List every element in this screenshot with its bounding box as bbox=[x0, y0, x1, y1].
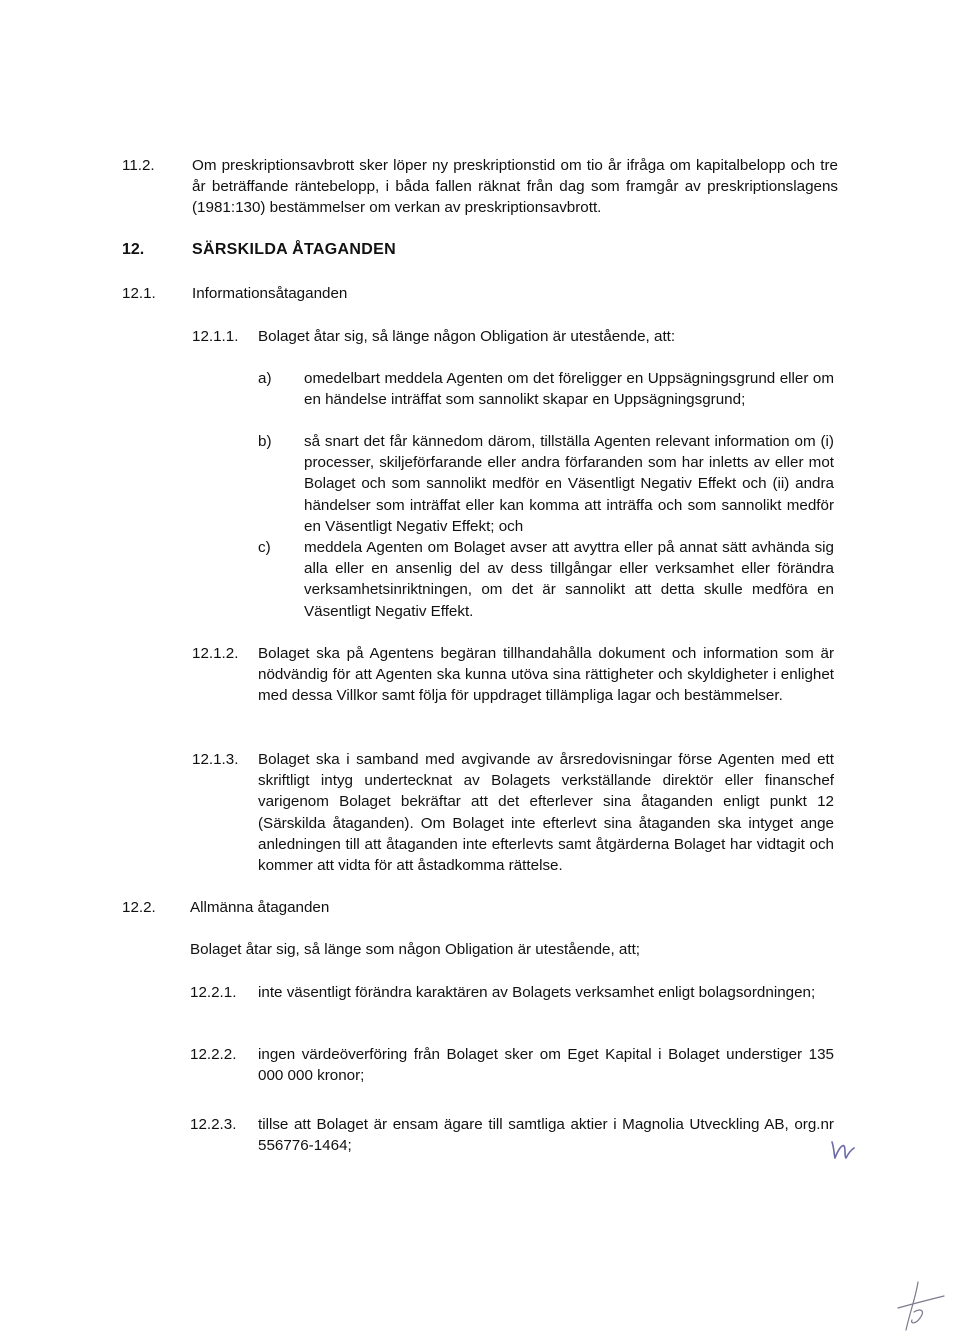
clause-text: tillse att Bolaget är ensam ägare till samtliga aktier i Magnolia Utveckling AB, org.nr 556776-1464; bbox=[258, 1116, 834, 1155]
clause-number: 11.2. bbox=[122, 157, 155, 174]
subsection-number: 12.2. bbox=[122, 899, 156, 916]
list-item-label: a) bbox=[258, 370, 272, 387]
list-item-text: omedelbart meddela Agenten om det föreligger en Uppsägningsgrund eller om en händelse inträffat som sannolikt skapar en Uppsägningsgrund; bbox=[304, 370, 834, 409]
handwritten-initials bbox=[828, 1134, 860, 1162]
subsection-heading: Allmänna åtaganden bbox=[190, 899, 330, 916]
signature-mark bbox=[890, 1278, 948, 1334]
clause-text: Bolaget ska i samband med avgivande av årsredovisningar förse Agenten med ett skriftligt intyg undertecknat av Bolagets verkställande direktör eller finanschef varigenom Bolaget bekräftar att det efterlever sina åtaganden enligt punkt 12 (Särskilda åtaganden). Om Bolaget inte efterlevt sina åtaganden ska intyget ange anledningen till att åtaganden inte efterlevts samt åtgärderna Bolaget har vidtagit och kommer att vidta för att åstadkomma rättelse. bbox=[258, 751, 834, 875]
initials-stroke bbox=[832, 1142, 854, 1158]
subsection-intro: Bolaget åtar sig, så länge som någon Obligation är utestående, att; bbox=[190, 941, 641, 958]
clause-number: 12.2.1. bbox=[190, 984, 237, 1001]
list-item-label: c) bbox=[258, 539, 271, 556]
subsection-heading: Informationsåtaganden bbox=[192, 285, 348, 302]
section-heading: SÄRSKILDA ÅTAGANDEN bbox=[192, 241, 396, 258]
list-item-label: b) bbox=[258, 433, 272, 450]
clause-number: 12.1.2. bbox=[192, 645, 239, 662]
clause-number: 12.1.1. bbox=[192, 328, 239, 345]
subsection-number: 12.1. bbox=[122, 285, 156, 302]
clause-text: inte väsentligt förändra karaktären av Bolagets verksamhet enligt bolagsordningen; bbox=[258, 984, 816, 1001]
clause-text: Bolaget ska på Agentens begäran tillhandahålla dokument och information som är nödvändig för att Agenten ska kunna utöva sina rättigheter och skyldigheter i enlighet med dessa Villkor samt följa för uppdraget tillämpliga lagar och bestämmelser. bbox=[258, 645, 834, 705]
section-number: 12. bbox=[122, 241, 145, 258]
clause-number: 12.2.2. bbox=[190, 1046, 237, 1063]
signature-stroke bbox=[898, 1282, 944, 1330]
clause-text: ingen värdeöverföring från Bolaget sker om Eget Kapital i Bolaget understiger 135 000 000 kronor; bbox=[258, 1046, 834, 1085]
clause-number: 12.1.3. bbox=[192, 751, 239, 768]
list-item-text: så snart det får kännedom därom, tillställa Agenten relevant information om (i) processer, skiljeförfarande eller andra förfaranden som har inletts av eller mot Bolaget och som sannolikt medför en Väsentligt Negativ Effekt och (ii) andra händelser som inträffat eller kan komma att inträffa och som sannolikt medför en Väsentligt Negativ Effekt; och bbox=[304, 433, 834, 535]
clause-number: 12.2.3. bbox=[190, 1116, 237, 1133]
clause-text: Om preskriptionsavbrott sker löper ny preskriptionstid om tio år ifråga om kapitalbelopp och tre år beträffande räntebelopp, i båda fallen räknat från dag som framgår av preskriptionslagens (1981:130) bestämmelser om verkan av preskriptionsavbrott. bbox=[192, 157, 838, 217]
list-item-text: meddela Agenten om Bolaget avser att avyttra eller på annat sätt avhända sig alla eller en ansenlig del av dess tillgångar eller verksamhet eller förändra verksamhetsinriktningen, om det är sannolikt att detta skulle medföra en Väsentligt Negativ Effekt. bbox=[304, 539, 834, 620]
clause-text: Bolaget åtar sig, så länge någon Obligation är utestående, att: bbox=[258, 328, 676, 345]
